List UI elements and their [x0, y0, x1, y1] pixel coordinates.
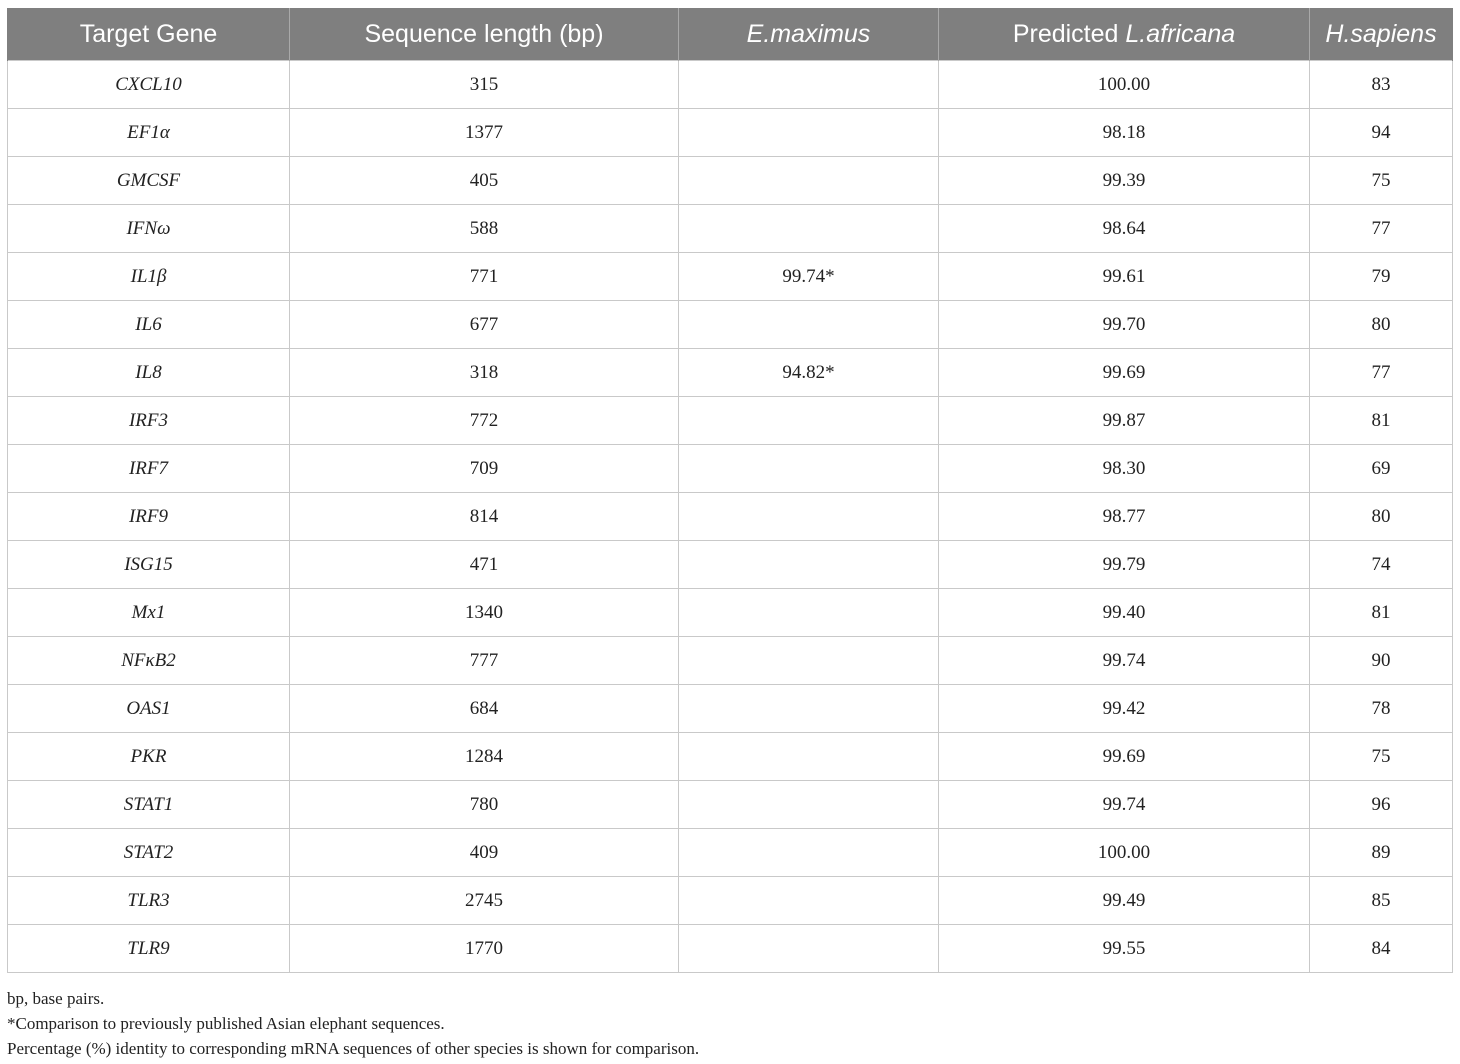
table-row [8, 109, 1453, 157]
cell-sequence-length: 405 [290, 157, 679, 205]
cell-h-sapiens: 69 [1310, 445, 1453, 493]
table-row [8, 157, 1453, 205]
cell-target-gene: IRF9 [8, 493, 290, 541]
cell-target-gene: OAS1 [8, 685, 290, 733]
cell-sequence-length: 409 [290, 829, 679, 877]
header-sequence-length: Sequence length (bp) [290, 9, 679, 61]
cell-l-africana: 99.74 [939, 637, 1310, 685]
cell-h-sapiens: 81 [1310, 397, 1453, 445]
cell-target-gene: STAT1 [8, 781, 290, 829]
cell-e-maximus [679, 589, 939, 637]
cell-l-africana: 99.55 [939, 925, 1310, 973]
cell-h-sapiens: 94 [1310, 109, 1453, 157]
cell-e-maximus: 94.82* [679, 349, 939, 397]
cell-l-africana: 98.18 [939, 109, 1310, 157]
cell-sequence-length: 777 [290, 637, 679, 685]
cell-l-africana: 100.00 [939, 61, 1310, 109]
cell-e-maximus [679, 925, 939, 973]
table-row [8, 61, 1453, 109]
footnote-asterisk: *Comparison to previously published Asian elephant sequences. [7, 1014, 445, 1033]
cell-sequence-length: 1340 [290, 589, 679, 637]
cell-h-sapiens: 75 [1310, 733, 1453, 781]
table-row [8, 349, 1453, 397]
cell-e-maximus [679, 109, 939, 157]
cell-e-maximus [679, 205, 939, 253]
cell-target-gene: IL6 [8, 301, 290, 349]
header-row [8, 9, 1453, 61]
cell-sequence-length: 315 [290, 61, 679, 109]
cell-target-gene: PKR [8, 733, 290, 781]
cell-target-gene: ISG15 [8, 541, 290, 589]
cell-sequence-length: 1377 [290, 109, 679, 157]
cell-l-africana: 98.64 [939, 205, 1310, 253]
cell-e-maximus [679, 493, 939, 541]
cell-sequence-length: 771 [290, 253, 679, 301]
header-e-maximus: E.maximus [679, 9, 939, 61]
header-target-gene: Target Gene [8, 9, 290, 61]
cell-l-africana: 98.77 [939, 493, 1310, 541]
table-row [8, 829, 1453, 877]
cell-sequence-length: 780 [290, 781, 679, 829]
table-row [8, 493, 1453, 541]
cell-target-gene: TLR9 [8, 925, 290, 973]
cell-e-maximus [679, 877, 939, 925]
cell-sequence-length: 677 [290, 301, 679, 349]
cell-h-sapiens: 81 [1310, 589, 1453, 637]
cell-e-maximus [679, 781, 939, 829]
cell-e-maximus [679, 829, 939, 877]
cell-e-maximus [679, 637, 939, 685]
table-row [8, 301, 1453, 349]
cell-h-sapiens: 78 [1310, 685, 1453, 733]
cell-h-sapiens: 74 [1310, 541, 1453, 589]
cell-sequence-length: 588 [290, 205, 679, 253]
header-predicted-prefix: Predicted [1012, 20, 1126, 48]
cell-h-sapiens: 83 [1310, 61, 1453, 109]
cell-sequence-length: 318 [290, 349, 679, 397]
table-footnotes [7, 986, 699, 1061]
cell-l-africana: 98.30 [939, 445, 1310, 493]
table-body [8, 61, 1453, 973]
cell-l-africana: 99.79 [939, 541, 1310, 589]
cell-l-africana: 100.00 [939, 829, 1310, 877]
table-row [8, 877, 1453, 925]
table-row [8, 589, 1453, 637]
table-row [8, 205, 1453, 253]
cell-target-gene: Mx1 [8, 589, 290, 637]
cell-sequence-length: 1770 [290, 925, 679, 973]
cell-l-africana: 99.39 [939, 157, 1310, 205]
cell-sequence-length: 471 [290, 541, 679, 589]
cell-h-sapiens: 79 [1310, 253, 1453, 301]
cell-e-maximus: 99.74* [679, 253, 939, 301]
table-row [8, 445, 1453, 493]
cell-l-africana: 99.87 [939, 397, 1310, 445]
cell-h-sapiens: 77 [1310, 349, 1453, 397]
cell-h-sapiens: 80 [1310, 493, 1453, 541]
cell-e-maximus [679, 61, 939, 109]
cell-target-gene: TLR3 [8, 877, 290, 925]
footnote-bp: bp, base pairs. [7, 989, 105, 1008]
header-h-sapiens: H.sapiens [1310, 9, 1453, 61]
cell-h-sapiens: 80 [1310, 301, 1453, 349]
cell-sequence-length: 684 [290, 685, 679, 733]
cell-h-sapiens: 89 [1310, 829, 1453, 877]
cell-sequence-length: 772 [290, 397, 679, 445]
cell-e-maximus [679, 445, 939, 493]
cell-h-sapiens: 75 [1310, 157, 1453, 205]
cell-target-gene: IRF7 [8, 445, 290, 493]
cell-target-gene: CXCL10 [8, 61, 290, 109]
cell-l-africana: 99.42 [939, 685, 1310, 733]
table-row [8, 397, 1453, 445]
cell-l-africana: 99.49 [939, 877, 1310, 925]
cell-target-gene: IRF3 [8, 397, 290, 445]
cell-e-maximus [679, 301, 939, 349]
table-row [8, 733, 1453, 781]
gene-identity-table-container [7, 8, 1452, 973]
cell-target-gene: IL8 [8, 349, 290, 397]
cell-h-sapiens: 96 [1310, 781, 1453, 829]
cell-e-maximus [679, 541, 939, 589]
table-row [8, 253, 1453, 301]
header-predicted-l-africana [939, 9, 1310, 61]
cell-l-africana: 99.74 [939, 781, 1310, 829]
cell-sequence-length: 2745 [290, 877, 679, 925]
cell-h-sapiens: 90 [1310, 637, 1453, 685]
cell-l-africana: 99.69 [939, 349, 1310, 397]
table-row [8, 541, 1453, 589]
cell-h-sapiens: 85 [1310, 877, 1453, 925]
cell-target-gene: NFκB2 [8, 637, 290, 685]
cell-sequence-length: 709 [290, 445, 679, 493]
cell-l-africana: 99.69 [939, 733, 1310, 781]
cell-l-africana: 99.40 [939, 589, 1310, 637]
cell-h-sapiens: 84 [1310, 925, 1453, 973]
cell-target-gene: IFNω [8, 205, 290, 253]
cell-l-africana: 99.61 [939, 253, 1310, 301]
table-header [8, 9, 1453, 61]
cell-e-maximus [679, 157, 939, 205]
cell-target-gene: IL1β [8, 253, 290, 301]
table-row [8, 637, 1453, 685]
footnote-percentage: Percentage (%) identity to corresponding mRNA sequences of other species is shown for comparison. [7, 1039, 700, 1058]
table-row [8, 781, 1453, 829]
table-row [8, 685, 1453, 733]
cell-target-gene: STAT2 [8, 829, 290, 877]
cell-e-maximus [679, 685, 939, 733]
cell-sequence-length: 1284 [290, 733, 679, 781]
cell-sequence-length: 814 [290, 493, 679, 541]
table-row [8, 925, 1453, 973]
cell-target-gene: EF1α [8, 109, 290, 157]
cell-target-gene: GMCSF [8, 157, 290, 205]
cell-l-africana: 99.70 [939, 301, 1310, 349]
cell-e-maximus [679, 397, 939, 445]
cell-e-maximus [679, 733, 939, 781]
cell-h-sapiens: 77 [1310, 205, 1453, 253]
header-l-africana-species: L.africana [1125, 20, 1236, 48]
gene-identity-table [7, 8, 1453, 973]
